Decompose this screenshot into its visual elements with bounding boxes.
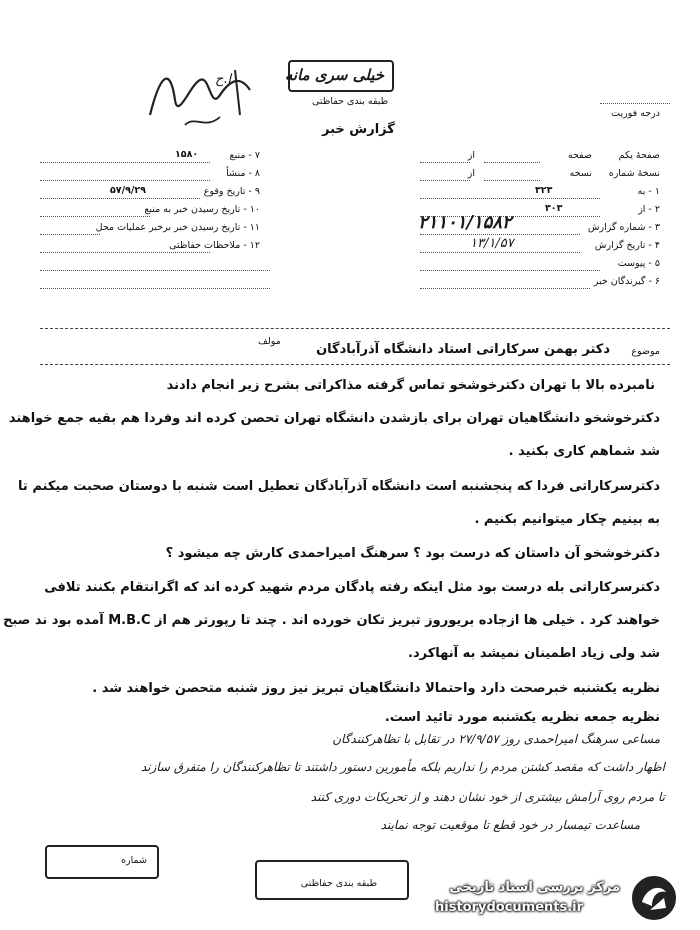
handwritten-signature [140, 55, 270, 135]
document-page: ا.ح خیلی سری مانه طبقه بندی حفاظتی گزارش خبر درجه فوریت صفحهٔ یکم از صفحه نسخهٔ شماره از نسخه ۱ - به ۳۲۳ ۲ - از ۳۰۳ ۳ - شماره گزارش ۲۱۱۰۱/۱۵۸۲ ۴ - تاریخ گزارش ۱۳/۱/۵۷ ۵ - پیوست ۶ - گیرندگان خبر ۷ - منبع ۱۵۸۰ ۸ - منشأ ۹ - تاریخ وقوع ۵۷/۹/۲۹ ۱۰ - تاریخ رسیدن خبر به منبع ۱۱ - تاریخ رسیدن خبر برخبر عملیات محل ۱۲ - ملاحظات حفاظتی موضوع دکتر بهمن سرکاراتی استاد دانشگاه آذرآبادگان مولف نامبرده بالا با تهران دکترخوشخو تماس گرفته مذاکراتی بشرح زیر انجام دادند دکترخوشخو دانشگاهیان تهران برای بازشدن دانشگاه تهران تحصن کرده اند وفردا هم بقیه جمع خواهند شد شماهم کاری بکنید . دکترسرکاراتی فردا که پنجشنبه است دانشگاه آذرآبادگان تعطیل است شنبه با دوستان صحبت میکنم تا به بینیم چکار میتوانیم بکنیم . دکترخوشخو آن داستان که درست بود ؟ سرهنگ امیراحمدی کارش چه میشود ؟ دکترسرکاراتی بله درست بود مثل اینکه رفته پادگان مردم شهید کرده اند که اگرانتقام بکنند تلافی خواهند کرد . خیلی ها ازجاده بریوروز تبریز تکان خورده اند . چند تا رپورتر هم از M.B.C آمده بود ند صبح شد ولی زیاد اطمینان نمیشد به آنهاکرد. نظریه یکشنبه خبرصحت دارد واحتمالا دانشگاهیان تبریز نیز روز شنبه متحصن خواهند شد . نظریه جمعه نظریه یکشنبه مورد تائید است. مساعی سرهنگ امیراحمدی روز ۲۷/۹/۵۷ در تقابل با تظاهرکنندگان اظهار داشت که مقصد کشتن مردم را نداریم بلکه مأمورین دستور داشتند تا تظاهرکنندگان را متفرق سازند تا مردم روی آرامش بیشتری از خود نشان دهند و از تحریکات دوری کنند مساعدت تیمسار در خود قطع تا موقعیت توجه نمایند شماره طبقه بندی حفاظتی مرکز بررسی اسناد تاریخی historydocuments.ir [0, 0, 700, 930]
body-line: شد ولی زیاد اطمینان نمیشد به آنهاکرد. [408, 646, 660, 661]
handwritten-line: اظهار داشت که مقصد کشتن مردم را نداریم بلکه مأمورین دستور داشتند تا تظاهرکنندگان را متفرق سازند [140, 760, 665, 774]
handwritten-line: مساعدت تیمسار در خود قطع تا موقعیت توجه نمایند [380, 818, 640, 832]
body-line: به بینیم چکار میتوانیم بکنیم . [474, 512, 660, 527]
watermark-org: مرکز بررسی اسناد تاریخی [449, 880, 620, 895]
field-news-to-unit-label: ۱۱ - تاریخ رسیدن خبر برخبر عملیات محل [95, 222, 260, 233]
field-attachment-label: ۵ - پیوست [617, 258, 660, 269]
priority-label: درجه فوریت [611, 108, 660, 119]
note-line: نظریه یکشنبه خبرصحت دارد واحتمالا دانشگاهیان تبریز نیز روز شنبه متحصن خواهند شد . [92, 681, 660, 696]
field-to-label: ۱ - به [637, 186, 660, 197]
subject-side-note: مولف [258, 336, 281, 347]
body-line: دکترسرکاراتی بله درست بود مثل اینکه رفته پادگان مردم شهید کرده اند که اگرانتقام بکنند تلافی [44, 580, 660, 595]
classification-label: طبقه بندی حفاظتی [312, 96, 389, 107]
field-recipients-label: ۶ - گیرندگان خبر [593, 276, 660, 287]
body-line: دکترخوشخو دانشگاهیان تهران برای بازشدن دانشگاه تهران تحصن کرده اند وفردا هم بقیه جمع خواهند [8, 411, 660, 426]
field-copy-label: نسخهٔ شماره [608, 168, 660, 179]
watermark-url: historydocuments.ir [435, 900, 584, 915]
field-security-notes-label: ۱۲ - ملاحظات حفاظتی [169, 240, 260, 251]
subject-label: موضوع [631, 346, 660, 357]
field-report-date-value: ۱۳/۱/۵۷ [470, 236, 514, 251]
watermark-logo-icon [628, 872, 680, 924]
bottom-left-stamp: شماره [45, 845, 159, 879]
report-title: گزارش خبر [322, 122, 395, 137]
field-source-value: ۱۵۸۰ [175, 149, 199, 160]
field-occurrence-date-label: ۹ - تاریخ وقوع [203, 186, 260, 197]
handwritten-line: تا مردم روی آرامش بیشتری از خود نشان دهند و از تحریکات دوری کنند [310, 790, 665, 804]
body-line: دکترسرکاراتی فردا که پنجشنبه است دانشگاه آذرآبادگان تعطیل است شنبه با دوستان صحبت میکنم تا [18, 479, 660, 494]
field-source-label: ۷ - منبع [229, 150, 260, 161]
handwritten-line: مساعی سرهنگ امیراحمدی روز ۲۷/۹/۵۷ در تقابل با تظاهرکنندگان [332, 732, 660, 746]
field-report-number-value: ۲۱۱۰۱/۱۵۸۲ [418, 212, 512, 233]
subject-text: دکتر بهمن سرکاراتی استاد دانشگاه آذرآبادگان [316, 342, 610, 357]
field-to-value: ۳۲۳ [535, 185, 553, 196]
field-occurrence-date-value: ۵۷/۹/۲۹ [110, 185, 146, 196]
body-line: نامبرده بالا با تهران دکترخوشخو تماس گرفته مذاکراتی بشرح زیر انجام دادند [166, 378, 655, 393]
field-from-label: ۲ - از [638, 204, 660, 215]
handwritten-initials: ا.ح [215, 72, 232, 87]
body-line: دکترخوشخو آن داستان که درست بود ؟ سرهنگ امیراحمدی کارش چه میشود ؟ [165, 546, 660, 561]
bottom-classification-stamp: طبقه بندی حفاظتی [255, 860, 409, 900]
note-line: نظریه جمعه نظریه یکشنبه مورد تائید است. [384, 710, 660, 725]
field-report-number-label: ۳ - شماره گزارش [587, 222, 660, 233]
field-from-value: ۳۰۳ [545, 203, 563, 214]
field-origin-label: ۸ - منشأ [226, 168, 260, 179]
field-news-to-source-label: ۱۰ - تاریخ رسیدن خبر به منبع [144, 204, 260, 215]
classification-stamp [284, 60, 394, 92]
field-report-date-label: ۴ - تاریخ گزارش [594, 240, 660, 251]
body-line: شد شماهم کاری بکنید . [508, 444, 660, 459]
body-line: خواهند کرد . خیلی ها ازجاده بریوروز تبریز تکان خورده اند . چند تا رپورتر هم از M.B.C آمده بود ند صبح [3, 613, 660, 628]
stamp-text: خیلی سری مانه [284, 66, 384, 84]
field-page-label: صفحهٔ یکم [618, 150, 660, 161]
